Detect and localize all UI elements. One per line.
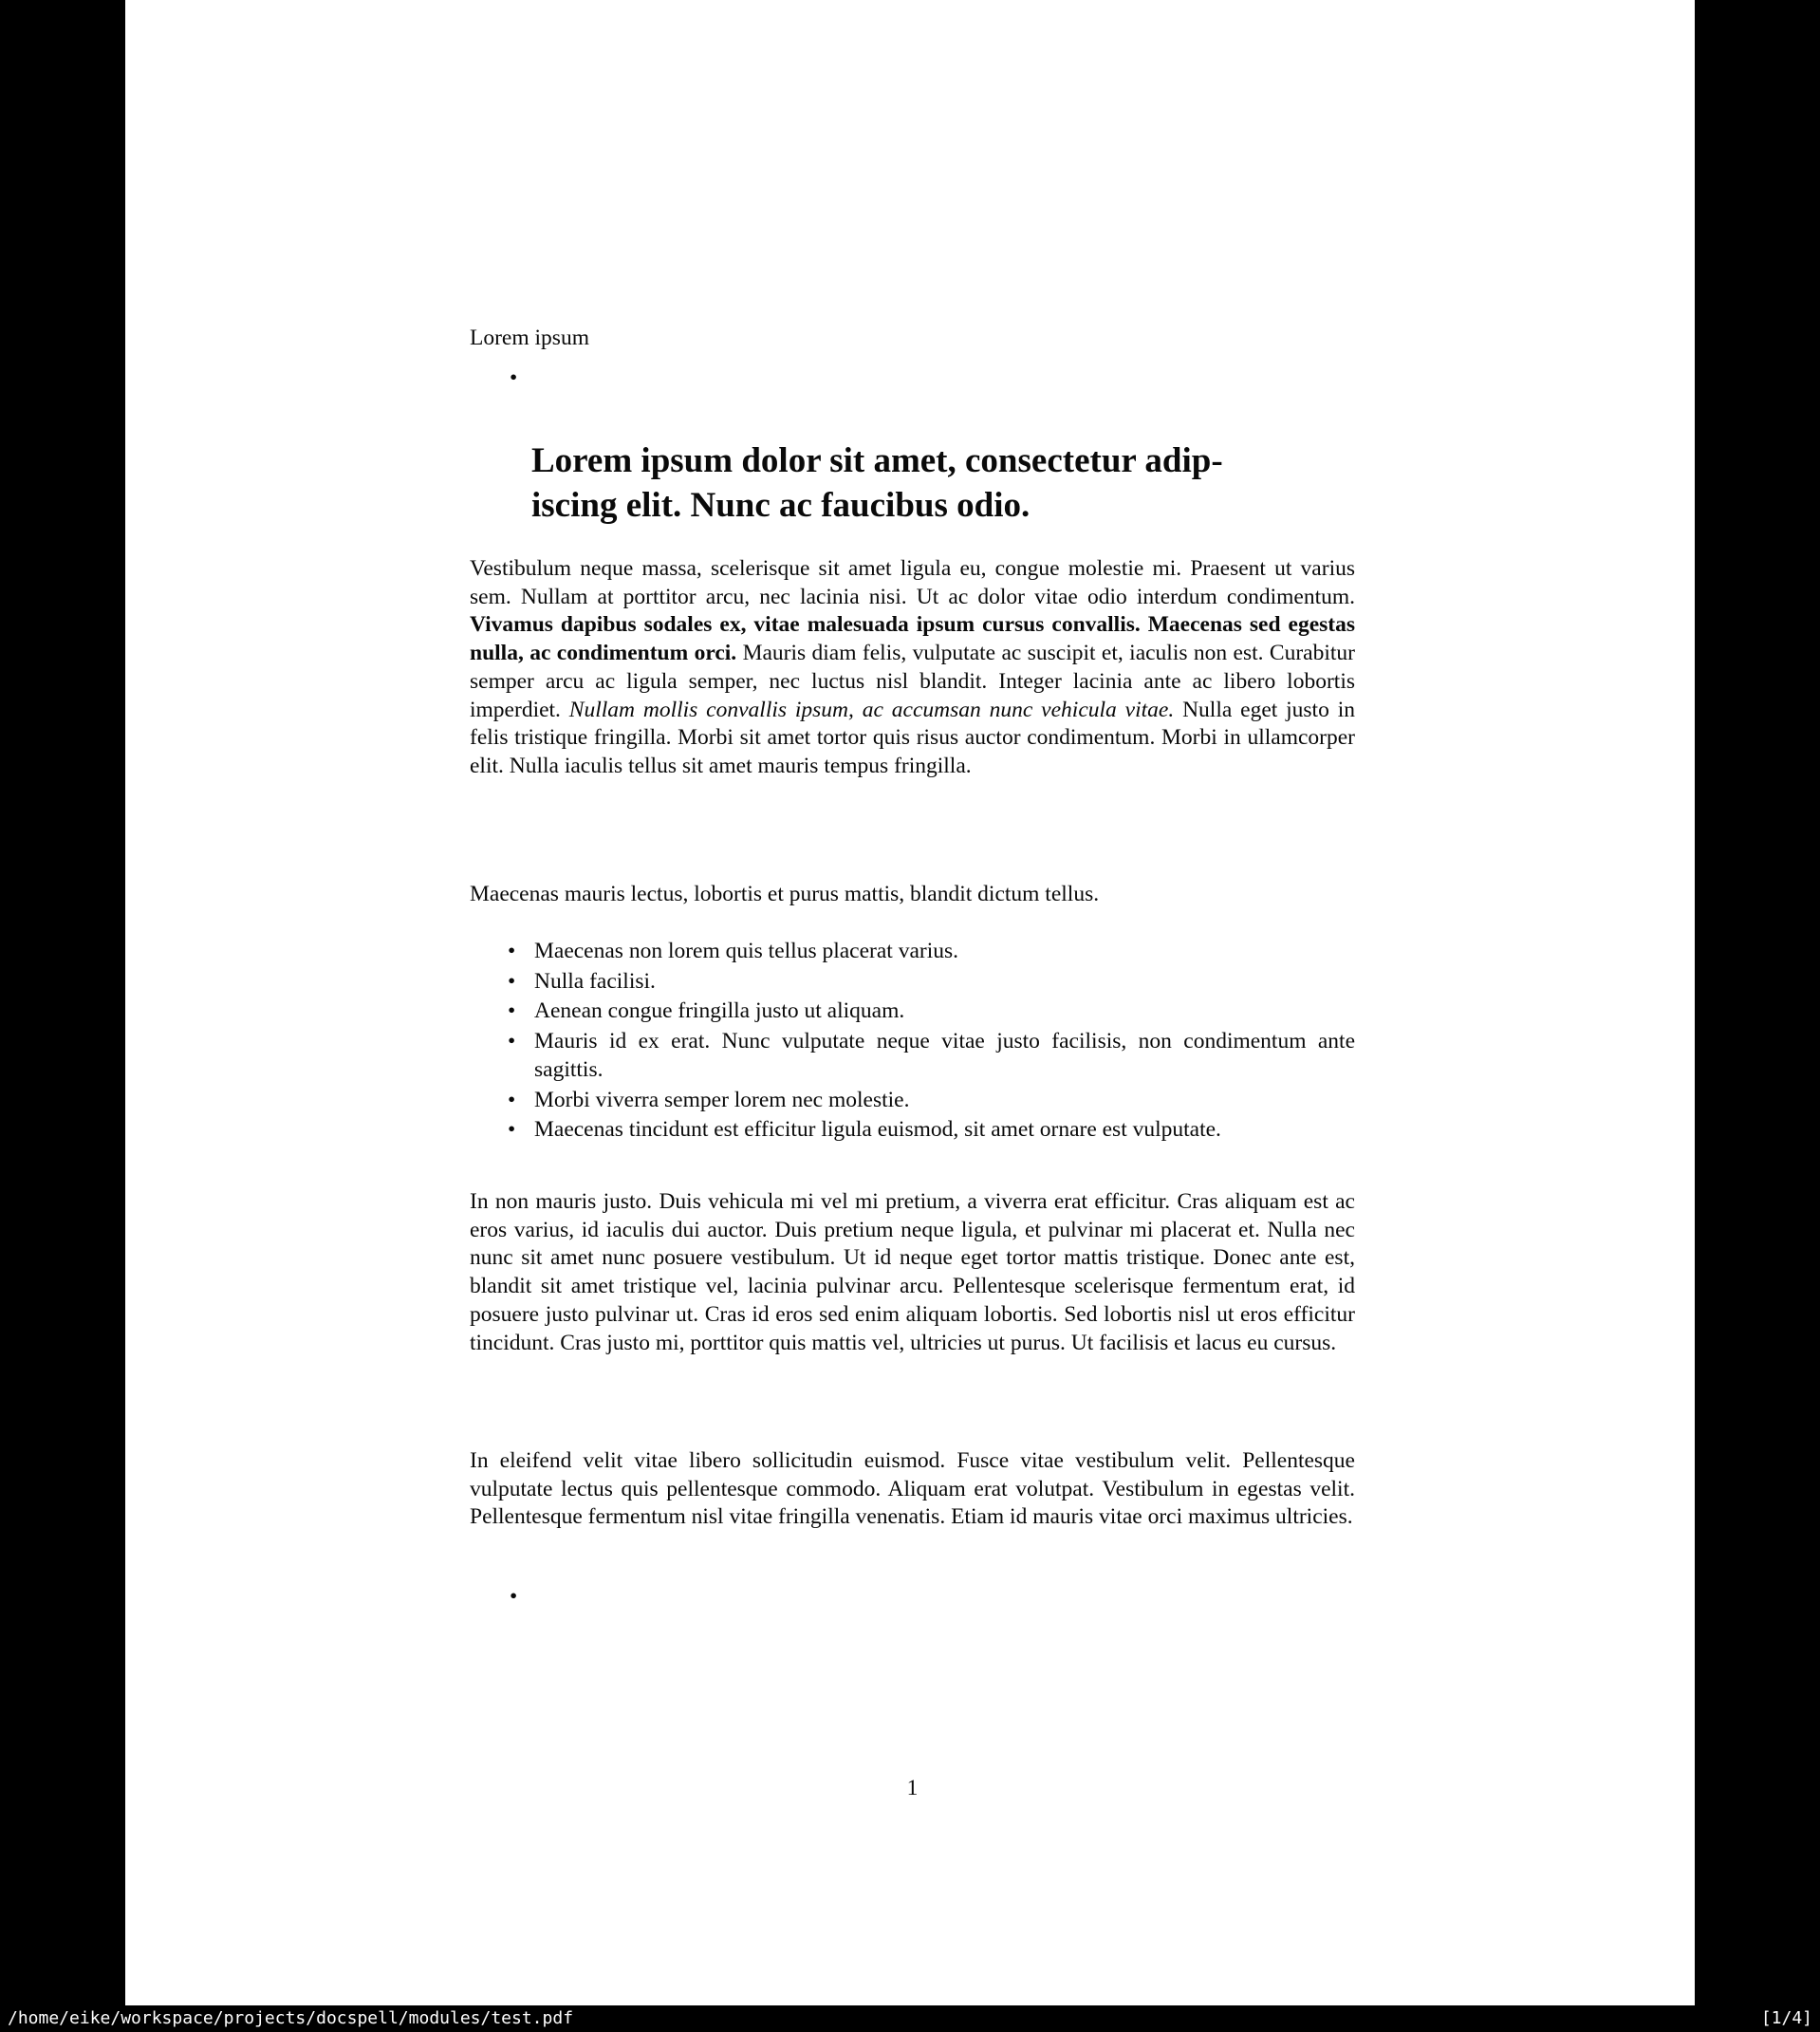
list-item: [470, 1087, 1355, 1115]
paragraph-4: In eleifend velit vitae libero sollicitudin euismod. Fusce vitae vestibulum velit. Pellentesque vulputate lectus quis pellentesque commodo. Aliquam erat volutpat. Vestibulum in egestas velit. Pellentesque fermentum nisl vitae fringilla venenatis. Etiam id mauris vitae orci maximus ultricies.: [470, 1448, 1355, 1530]
list-item: [470, 1116, 1355, 1145]
list-item-text: Aenean congue fringilla justo ut aliquam.: [534, 998, 905, 1024]
list-item-text: Maecenas non lorem quis tellus placerat varius.: [534, 939, 959, 963]
paragraph-2: Maecenas mauris lectus, lobortis et purus mattis, blandit dictum tellus.: [470, 882, 1100, 906]
bullet-icon: •: [508, 998, 516, 1024]
bullet-icon: •: [508, 1087, 516, 1112]
section-heading: [531, 438, 1366, 528]
bullet-icon: •: [508, 968, 516, 994]
paragraph-1-seg2: Mauris diam felis, vulputate ac suscipit et, iaculis non est. Curabitur semper arcu ac ligula semper, nec luctus nisl blandit. Integer lacinia ante ac libero lobortis imperdiet.: [470, 641, 1355, 722]
list-item: [470, 997, 1355, 1026]
pdf-page: [125, 0, 1695, 2005]
bullet-icon: •: [508, 1029, 516, 1054]
empty-list-bullet-top: •: [510, 365, 518, 390]
bullet-list: [470, 938, 1355, 1146]
list-item-text: Morbi viverra semper lorem nec molestie.: [534, 1087, 910, 1112]
section-heading-line2: iscing elit. Nunc ac faucibus odio.: [531, 486, 1031, 525]
list-item-text: Mauris id ex erat. Nunc vulputate neque vitae justo facilisis, non condimentum ante sagittis.: [534, 1029, 1355, 1082]
list-item-text: Nulla facilisi.: [534, 968, 656, 994]
list-item: [470, 968, 1355, 997]
list-item-text: Maecenas tincidunt est efficitur ligula euismod, sit amet ornare est vulputate.: [534, 1117, 1221, 1143]
paragraph-1-seg3: Nulla eget justo in felis tristique fringilla. Morbi sit amet tortor quis risus auctor condimentum. Morbi in ullamcorper elit. Nulla iaculis tellus sit amet mauris tempus fringilla.: [470, 697, 1355, 778]
paragraph-1: [470, 555, 1355, 781]
list-item: [470, 938, 1355, 966]
paragraph-1-seg1: Vestibulum neque massa, scelerisque sit amet ligula eu, congue molestie mi. Praesent ut varius sem. Nullam at porttitor arcu, nec lacinia nisi. Ut ac dolor vitae odio interdum condimentum.: [470, 556, 1355, 609]
list-item: [470, 1028, 1355, 1084]
empty-list-bullet-bottom: •: [510, 1584, 518, 1609]
section-heading-line1: Lorem ipsum dolor sit amet, consectetur adip-: [531, 441, 1223, 480]
page-number: 1: [906, 1776, 919, 1800]
statusbar-file-path: /home/eike/workspace/projects/docspell/modules/test.pdf: [8, 2008, 574, 2028]
paragraph-1-bold-seg: Vivamus dapibus sodales ex, vitae malesuada ipsum cursus convallis. Maecenas sed egestas nulla, ac condimentum orci.: [470, 612, 1355, 666]
page-top-label: Lorem ipsum: [470, 326, 589, 350]
statusbar-page-indicator: [1/4]: [1760, 2008, 1812, 2028]
bullet-icon: •: [508, 1117, 516, 1143]
statusbar: [0, 2005, 1820, 2032]
paragraph-3: In non mauris justo. Duis vehicula mi vel mi pretium, a viverra erat efficitur. Cras aliquam est ac eros varius, id iaculis dui auctor. Duis pretium neque ligula, et pulvinar mi placerat et. Nulla nec nunc sit amet nunc posuere vestibulum. Ut id neque eget tortor mattis tristique. Donec ante est, blandit sit amet tristique vel, lacinia pulvinar arcu. Pellentesque scelerisque fermentum erat, id posuere justo pulvinar ut. Cras id eros sed enim aliquam lobortis. Sed lobortis nisl ut eros efficitur tincidunt. Cras justo mi, porttitor quis mattis vel, ultricies ut purus. Ut facilisis et lacus eu cursus.: [470, 1189, 1355, 1355]
bullet-icon: •: [508, 939, 516, 963]
paragraph-1-italic-seg: Nullam mollis convallis ipsum, ac accumsan nunc vehicula vitae.: [568, 697, 1175, 722]
